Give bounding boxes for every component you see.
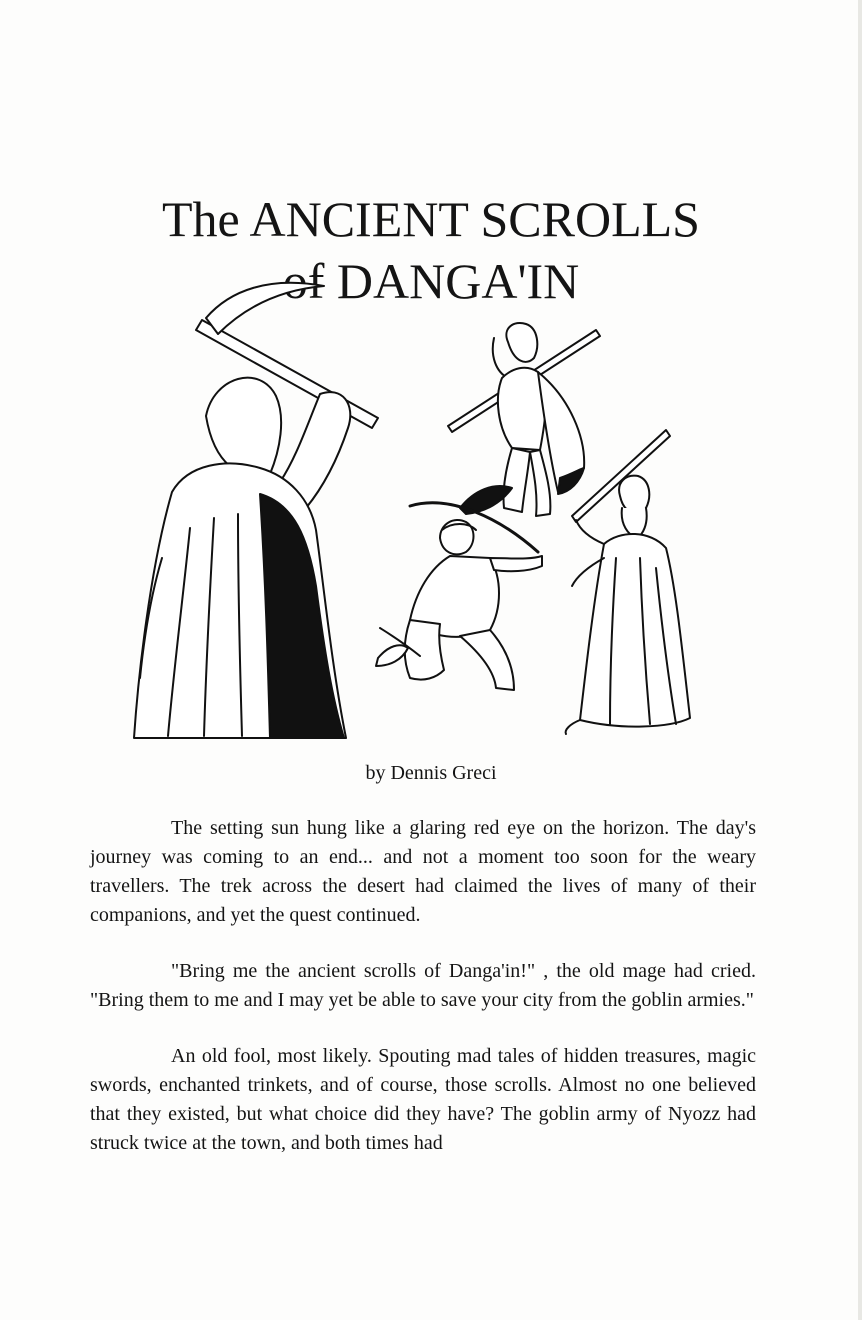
woman-with-staff (448, 323, 600, 516)
kneeling-swordsman (376, 503, 542, 690)
hooded-figure (134, 283, 378, 738)
illustration (110, 268, 750, 746)
robed-man-with-sword (566, 430, 690, 734)
body-text (90, 814, 756, 1185)
paragraph-1: The setting sun hung like a glaring red eye on the horizon. The day's journey was coming to an end... and not a moment too soon for the weary travellers. The trek across the desert had claimed the lives of many of their companions, and yet the quest continued. (90, 817, 756, 926)
title-line-2: of DANGA'IN (282, 252, 580, 309)
paragraph-2: "Bring me the ancient scrolls of Danga'in!" , the old mage had cried. "Bring them to me and I may yet be able to save your city from the goblin armies." (90, 960, 756, 1011)
title-line-1: The ANCIENT SCROLLS (162, 190, 700, 247)
paragraph-3: An old fool, most likely. Spouting mad tales of hidden treasures, magic swords, enchanted trinkets, and of course, those scrolls. Almost no one believed that they existed, but what choice did they have? The goblin army of Nyozz had struck twice at the town, and both times had (90, 1045, 756, 1154)
byline: by Dennis Greci (365, 762, 497, 784)
